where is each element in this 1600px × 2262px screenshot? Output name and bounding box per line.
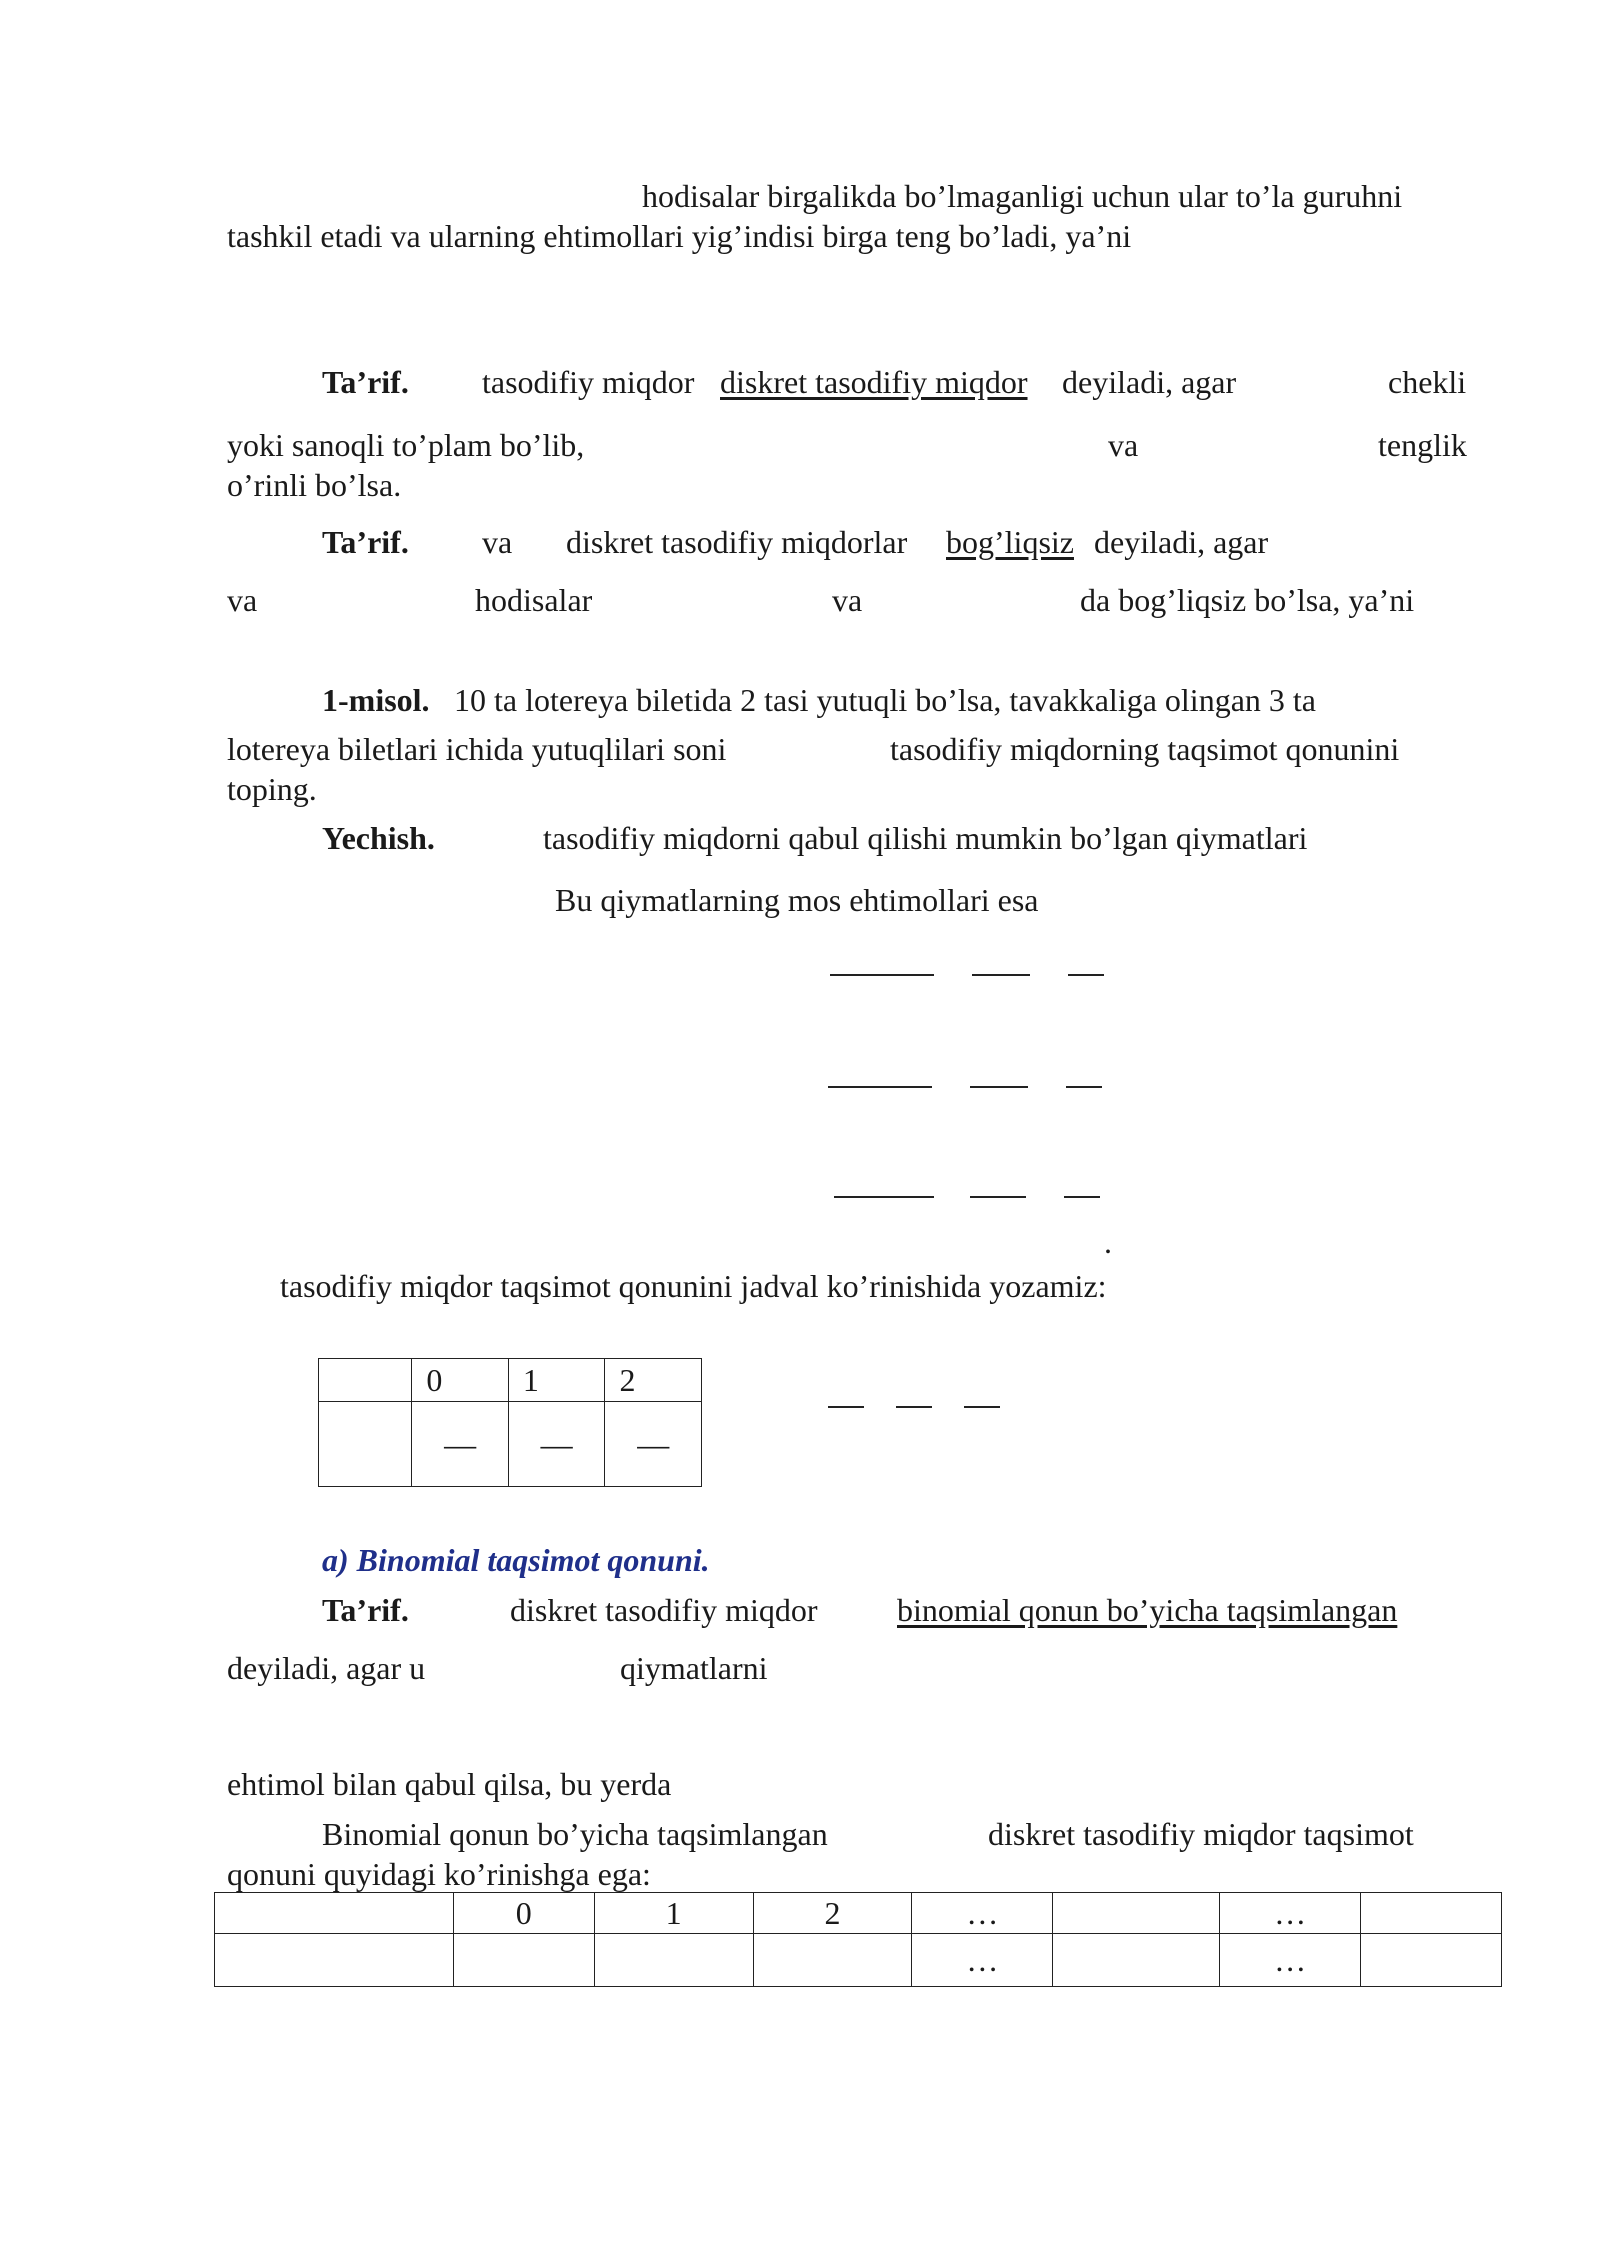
table-cell [215,1893,454,1934]
table-cell [215,1934,454,1987]
example-text: lotereya biletlari ichida yutuqlilari soni [227,731,727,767]
definition-text: ehtimol bilan qabul qilsa, bu yerda [227,1766,672,1802]
table-cell: 1 [594,1893,753,1934]
definition-text: va [482,524,513,560]
definition-text: hodisalar [475,582,593,618]
table-cell: 0 [453,1893,594,1934]
fraction-bar [828,1086,932,1088]
table-cell: … [1220,1893,1361,1934]
fraction-bar [970,1086,1028,1088]
example-text: tasodifiy miqdorning taqsimot qonunini [890,731,1400,767]
definition-text: tenglik [1378,427,1467,463]
table-cell [753,1934,912,1987]
table-cell [594,1934,753,1987]
fraction-bar [1068,974,1104,976]
example-text: 10 ta lotereya biletida 2 tasi yutuqli bo’lsa, tavakkaliga olingan 3 ta [454,682,1316,718]
definition-text: chekli [1388,364,1467,400]
definition-text: va [1108,427,1139,463]
definition-text: da bog’liqsiz bo’lsa, ya’ni [1080,582,1415,618]
definition-text: Binomial qonun bo’yicha taqsimlangan [322,1816,828,1852]
solution-text: tasodifiy miqdorni qabul qilishi mumkin bo’lgan qiymatlari [543,820,1308,856]
definition-text: diskret tasodifiy miqdor [510,1592,818,1628]
table-cell: 2 [753,1893,912,1934]
period: . [1104,1224,1112,1260]
definition-text: va [227,582,258,618]
definition-text: o’rinli bo’lsa. [227,467,402,503]
table-cell: — [605,1402,702,1487]
table-cell: … [1220,1934,1361,1987]
fraction-bar [972,974,1030,976]
definition-text: va [832,582,863,618]
definition-term: bog’liqsiz [946,524,1074,560]
paragraph-line: hodisalar birgalikda bo’lmaganligi uchun ular to’la guruhni [642,178,1403,214]
definition-text: qiymatlarni [620,1650,768,1686]
fraction-bar [834,1196,934,1198]
definition-text: deyiladi, agar [1094,524,1269,560]
table-cell [319,1359,412,1402]
table-cell [1053,1934,1220,1987]
table-cell: — [412,1402,509,1487]
fraction-bar [828,1406,864,1408]
definition-term: diskret tasodifiy miqdor [720,364,1028,400]
definition-text: diskret tasodifiy miqdorlar [566,524,908,560]
table-cell: … [912,1934,1053,1987]
fraction-bar [1066,1086,1102,1088]
fraction-bar [1064,1196,1100,1198]
definition-label: Ta’rif. [322,364,409,400]
table-cell: 1 [508,1359,605,1402]
section-heading: a) Binomial taqsimot qonuni. [322,1542,710,1578]
table-cell: … [912,1893,1053,1934]
example-label: 1-misol. [322,682,430,718]
table-cell [1361,1934,1502,1987]
table-cell [453,1934,594,1987]
table-cell [1361,1893,1502,1934]
table-cell: — [508,1402,605,1487]
table-cell [1053,1893,1220,1934]
table-cell [319,1402,412,1487]
paragraph-line: tashkil etadi va ularning ehtimollari yig’indisi birga teng bo’ladi, ya’ni [227,218,1132,254]
definition-text: qonuni quyidagi ko’rinishga ega: [227,1856,651,1892]
distribution-table [318,1358,702,1487]
definition-text: tasodifiy miqdor [482,364,695,400]
definition-label: Ta’rif. [322,524,409,560]
table-cell: 2 [605,1359,702,1402]
example-text: toping. [227,771,317,807]
definition-text: deyiladi, agar [1062,364,1237,400]
solution-label: Yechish. [322,820,435,856]
definition-text: diskret tasodifiy miqdor taqsimot [988,1816,1414,1852]
solution-text: Bu qiymatlarning mos ehtimollari esa [555,882,1039,918]
definition-term: binomial qonun bo’yicha taqsimlangan [897,1592,1398,1628]
binomial-table [214,1892,1502,1987]
definition-text: yoki sanoqli to’plam bo’lib, [227,427,585,463]
fraction-bar [970,1196,1026,1198]
table-intro: tasodifiy miqdor taqsimot qonunini jadval ko’rinishida yozamiz: [280,1268,1107,1304]
definition-text: deyiladi, agar u [227,1650,426,1686]
definition-label: Ta’rif. [322,1592,409,1628]
table-cell: 0 [412,1359,509,1402]
fraction-bar [964,1406,1000,1408]
fraction-bar [830,974,934,976]
fraction-bar [896,1406,932,1408]
